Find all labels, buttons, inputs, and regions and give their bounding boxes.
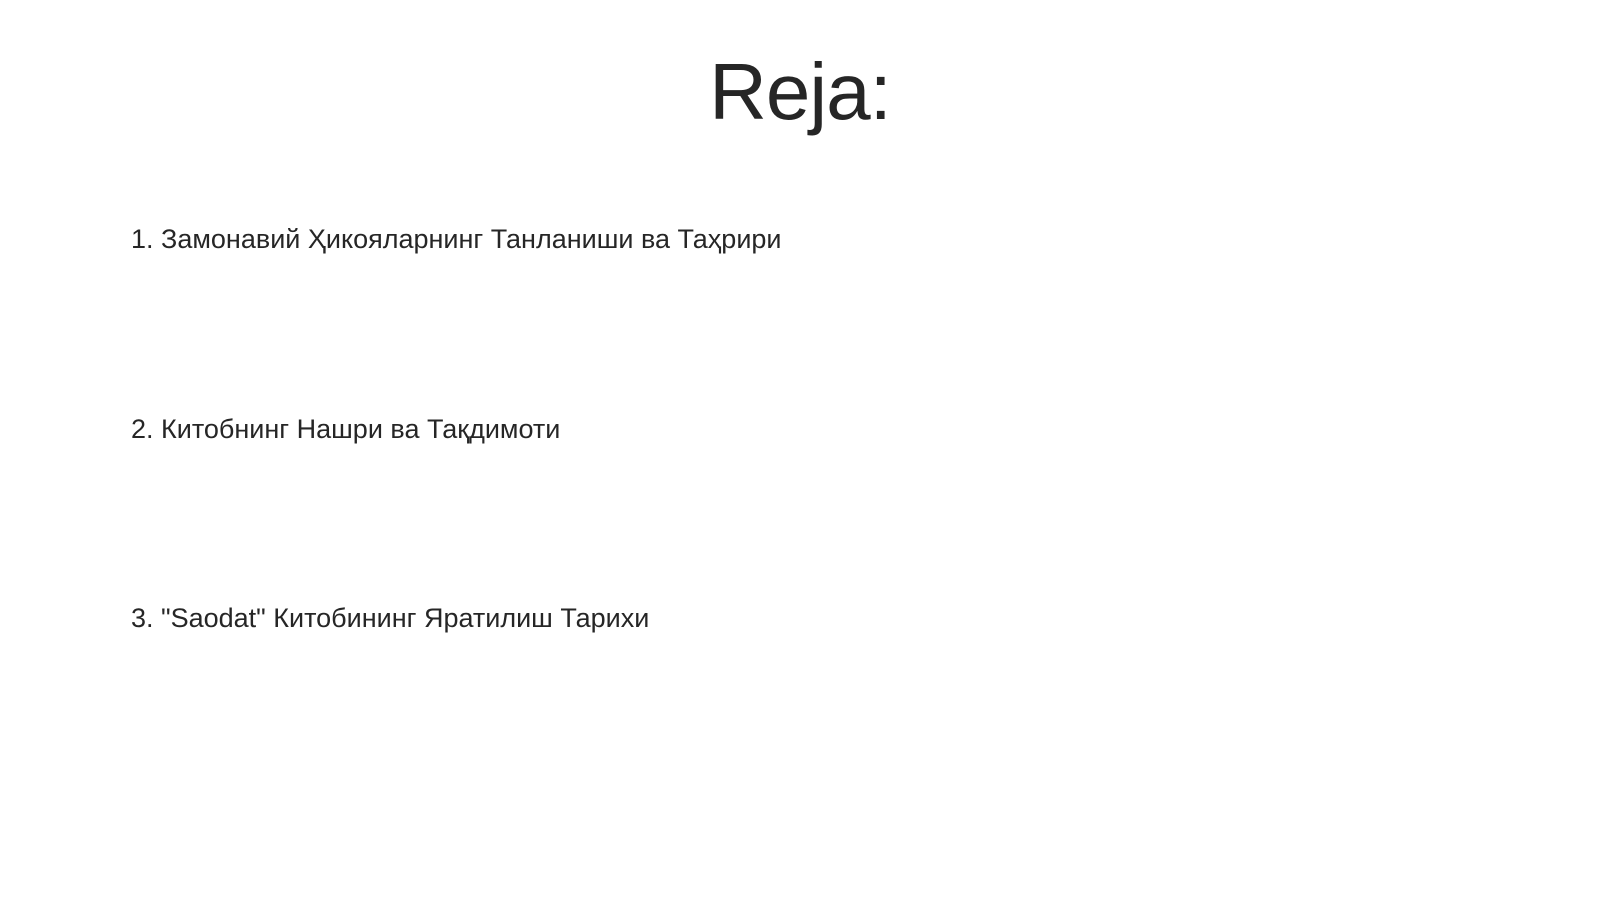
plan-item-1: 1. Замонавий Ҳикояларнинг Танланиши ва Таҳрири xyxy=(131,224,782,254)
plan-item-3: 3. "Saodat" Китобининг Яратилиш Тарихи xyxy=(131,603,650,633)
slide-title: Reja: xyxy=(709,47,891,136)
plan-item-2: 2. Китобнинг Нашри ва Тақдимоти xyxy=(131,414,561,444)
